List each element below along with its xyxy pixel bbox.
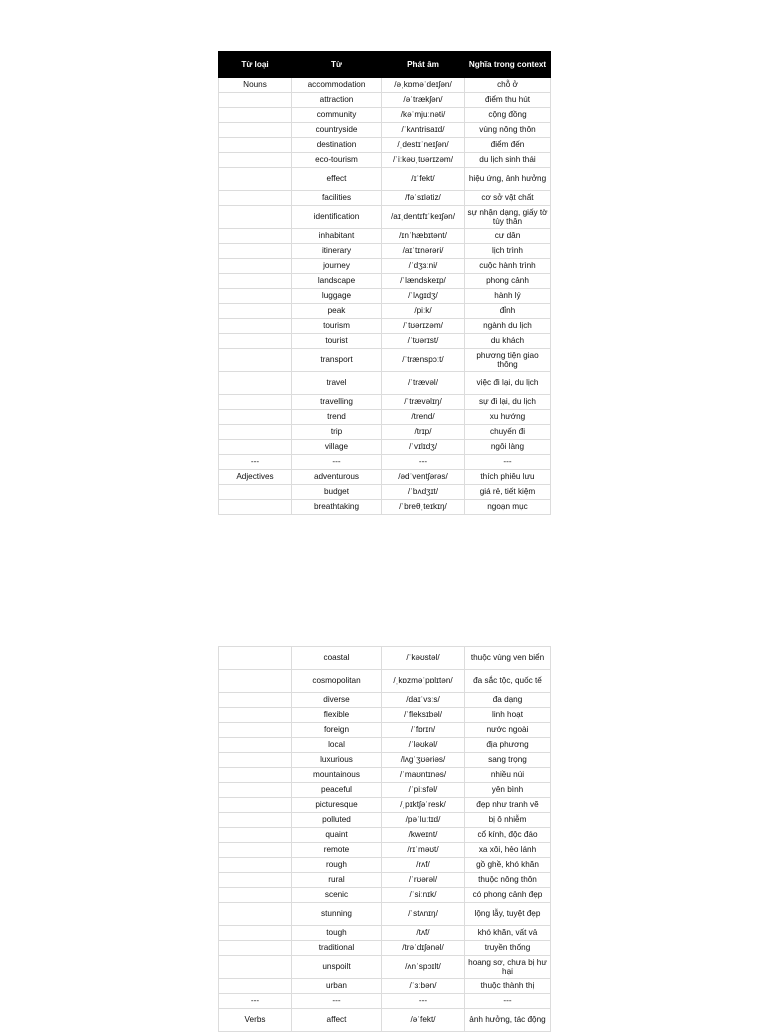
table-row: [219, 289, 551, 304]
table-row: [219, 888, 551, 903]
cell-word: local: [292, 738, 382, 753]
cell-word: luggage: [292, 289, 382, 304]
cell-pronunciation: /əˈfekt/: [382, 1009, 465, 1032]
cell-word: tourist: [292, 334, 382, 349]
table-row: [219, 647, 551, 670]
cell-meaning: cuộc hành trình: [465, 259, 551, 274]
cell-word-type: [219, 153, 292, 168]
cell-meaning: có phong cảnh đẹp: [465, 888, 551, 903]
cell-word: rural: [292, 873, 382, 888]
table-row: [219, 191, 551, 206]
cell-meaning: du lịch sinh thái: [465, 153, 551, 168]
cell-pronunciation: /rɪˈməʊt/: [382, 843, 465, 858]
cell-meaning: cư dân: [465, 229, 551, 244]
cell-meaning: vùng nông thôn: [465, 123, 551, 138]
table-row: [219, 259, 551, 274]
cell-meaning: truyền thống: [465, 941, 551, 956]
cell-word-type: [219, 708, 292, 723]
cell-pronunciation: /ˈtʊərɪst/: [382, 334, 465, 349]
cell-pronunciation: /ˈkʌntrisaɪd/: [382, 123, 465, 138]
table-row: [219, 956, 551, 979]
cell-meaning: điểm đến: [465, 138, 551, 153]
cell-pronunciation: /trend/: [382, 410, 465, 425]
table-row: [219, 425, 551, 440]
cell-meaning: sự đi lại, du lịch: [465, 395, 551, 410]
cell-pronunciation: /trɪp/: [382, 425, 465, 440]
vocabulary-table-bottom: [218, 646, 551, 1032]
cell-word: effect: [292, 168, 382, 191]
cell-word: journey: [292, 259, 382, 274]
cell-word-type: [219, 843, 292, 858]
table-row: [219, 941, 551, 956]
cell-word-type: [219, 372, 292, 395]
cell-word-type: [219, 108, 292, 123]
cell-pronunciation: /ˈfɒrɪn/: [382, 723, 465, 738]
cell-pronunciation: /ˈtrævəl/: [382, 372, 465, 395]
cell-word: rough: [292, 858, 382, 873]
cell-pronunciation: /ˈbʌdʒɪt/: [382, 485, 465, 500]
cell-word-type: Verbs: [219, 1009, 292, 1032]
cell-word: trip: [292, 425, 382, 440]
cell-meaning: cộng đồng: [465, 108, 551, 123]
table-row: [219, 768, 551, 783]
cell-word-type: [219, 813, 292, 828]
table-row: [219, 813, 551, 828]
cell-word: affect: [292, 1009, 382, 1032]
table-row: [219, 738, 551, 753]
cell-word-type: [219, 244, 292, 259]
cell-word: flexible: [292, 708, 382, 723]
cell-word-type: [219, 259, 292, 274]
cell-word-type: [219, 395, 292, 410]
table-row: [219, 153, 551, 168]
cell-pronunciation: /tʌf/: [382, 926, 465, 941]
header-word: Từ: [292, 52, 382, 78]
cell-word-type: [219, 274, 292, 289]
table-row: [219, 828, 551, 843]
cell-pronunciation: /əˌkɒməˈdeɪʃən/: [382, 78, 465, 93]
cell-word: travel: [292, 372, 382, 395]
table-row: [219, 93, 551, 108]
table-row: [219, 395, 551, 410]
table-row: [219, 455, 551, 470]
cell-word-type: [219, 349, 292, 372]
cell-pronunciation: /ˈtrævəlɪŋ/: [382, 395, 465, 410]
cell-pronunciation: /pəˈluːtɪd/: [382, 813, 465, 828]
cell-word-type: [219, 783, 292, 798]
cell-word-type: [219, 888, 292, 903]
cell-meaning: khó khăn, vất vả: [465, 926, 551, 941]
cell-word-type: [219, 723, 292, 738]
cell-pronunciation: /piːk/: [382, 304, 465, 319]
cell-pronunciation: ---: [382, 455, 465, 470]
table-row: [219, 319, 551, 334]
cell-word-type: [219, 425, 292, 440]
cell-word: quaint: [292, 828, 382, 843]
cell-word: luxurious: [292, 753, 382, 768]
cell-word: transport: [292, 349, 382, 372]
cell-pronunciation: /kəˈmjuːnəti/: [382, 108, 465, 123]
cell-meaning: hành lý: [465, 289, 551, 304]
table-row: [219, 410, 551, 425]
cell-pronunciation: /ˈfleksɪbəl/: [382, 708, 465, 723]
cell-word: community: [292, 108, 382, 123]
cell-word: ---: [292, 994, 382, 1009]
table-row: [219, 843, 551, 858]
cell-meaning: cổ kính, độc đáo: [465, 828, 551, 843]
cell-meaning: hoang sơ, chưa bị hư hại: [465, 956, 551, 979]
cell-pronunciation: /ˈlʌɡɪdʒ/: [382, 289, 465, 304]
cell-word: landscape: [292, 274, 382, 289]
cell-word-type: [219, 768, 292, 783]
cell-word-type: [219, 670, 292, 693]
cell-meaning: ---: [465, 455, 551, 470]
cell-pronunciation: /lʌɡˈʒʊəriəs/: [382, 753, 465, 768]
cell-meaning: thuộc vùng ven biển: [465, 647, 551, 670]
cell-meaning: thuộc nông thôn: [465, 873, 551, 888]
cell-word: eco-tourism: [292, 153, 382, 168]
table-row: [219, 994, 551, 1009]
header-pronunciation: Phát âm: [382, 52, 465, 78]
cell-word: breathtaking: [292, 500, 382, 515]
cell-meaning: hiệu ứng, ảnh hưởng: [465, 168, 551, 191]
cell-meaning: thích phiêu lưu: [465, 470, 551, 485]
table-row: [219, 858, 551, 873]
cell-word-type: [219, 168, 292, 191]
cell-word: tough: [292, 926, 382, 941]
cell-meaning: giá rẻ, tiết kiệm: [465, 485, 551, 500]
cell-word: cosmopolitan: [292, 670, 382, 693]
cell-word: ---: [292, 455, 382, 470]
cell-word-type: ---: [219, 994, 292, 1009]
cell-pronunciation: /ˈpiːsfəl/: [382, 783, 465, 798]
cell-meaning: điểm thu hút: [465, 93, 551, 108]
cell-word-type: [219, 206, 292, 229]
cell-meaning: lộng lẫy, tuyệt đẹp: [465, 903, 551, 926]
cell-meaning: sự nhận dạng, giấy tờ tùy thân: [465, 206, 551, 229]
cell-meaning: gồ ghề, khó khăn: [465, 858, 551, 873]
cell-pronunciation: /ˈbreθˌteɪkɪŋ/: [382, 500, 465, 515]
cell-meaning: ngôi làng: [465, 440, 551, 455]
cell-word-type: [219, 138, 292, 153]
vocabulary-table-top: [218, 51, 551, 515]
cell-pronunciation: /ˈdʒɜːni/: [382, 259, 465, 274]
cell-meaning: yên bình: [465, 783, 551, 798]
cell-word: unspoilt: [292, 956, 382, 979]
cell-word-type: [219, 289, 292, 304]
cell-word: stunning: [292, 903, 382, 926]
cell-word-type: [219, 956, 292, 979]
cell-meaning: nước ngoài: [465, 723, 551, 738]
cell-pronunciation: /rʌf/: [382, 858, 465, 873]
cell-meaning: đẹp như tranh vẽ: [465, 798, 551, 813]
cell-word: attraction: [292, 93, 382, 108]
cell-meaning: sang trọng: [465, 753, 551, 768]
cell-word-type: [219, 123, 292, 138]
table-row: [219, 372, 551, 395]
cell-meaning: xa xôi, hẻo lánh: [465, 843, 551, 858]
cell-word-type: [219, 410, 292, 425]
cell-word-type: [219, 334, 292, 349]
cell-word-type: [219, 440, 292, 455]
cell-pronunciation: /ˈlændskeɪp/: [382, 274, 465, 289]
cell-meaning: nhiều núi: [465, 768, 551, 783]
table-row: [219, 206, 551, 229]
table-row: [219, 753, 551, 768]
cell-meaning: chuyến đi: [465, 425, 551, 440]
cell-word: tourism: [292, 319, 382, 334]
cell-word-type: [219, 926, 292, 941]
cell-word: itinerary: [292, 244, 382, 259]
table-row: [219, 708, 551, 723]
table-body-bottom: [219, 647, 551, 1032]
table-row: [219, 78, 551, 93]
table-row: [219, 244, 551, 259]
cell-word-type: [219, 93, 292, 108]
cell-pronunciation: ---: [382, 994, 465, 1009]
cell-meaning: chỗ ở: [465, 78, 551, 93]
cell-pronunciation: /aɪˈtɪnərəri/: [382, 244, 465, 259]
table-body-top: [219, 78, 551, 515]
cell-pronunciation: /ˌdestɪˈneɪʃən/: [382, 138, 465, 153]
cell-pronunciation: /daɪˈvɜːs/: [382, 693, 465, 708]
cell-pronunciation: /ˈkəʊstəl/: [382, 647, 465, 670]
cell-pronunciation: /ɪˈfekt/: [382, 168, 465, 191]
header-meaning: Nghĩa trong context: [465, 52, 551, 78]
cell-word-type: [219, 753, 292, 768]
cell-word: accommodation: [292, 78, 382, 93]
cell-word: facilities: [292, 191, 382, 206]
cell-pronunciation: /ˈsiːnɪk/: [382, 888, 465, 903]
table-row: [219, 926, 551, 941]
cell-pronunciation: /ˈmaʊntɪnəs/: [382, 768, 465, 783]
cell-meaning: việc đi lại, du lịch: [465, 372, 551, 395]
cell-word-type: [219, 485, 292, 500]
cell-word-type: [219, 319, 292, 334]
cell-meaning: linh hoạt: [465, 708, 551, 723]
cell-word-type: ---: [219, 455, 292, 470]
cell-meaning: thuộc thành thị: [465, 979, 551, 994]
cell-word: destination: [292, 138, 382, 153]
cell-word: traditional: [292, 941, 382, 956]
cell-pronunciation: /ˌkɒzməˈpɒlɪtən/: [382, 670, 465, 693]
cell-word: coastal: [292, 647, 382, 670]
table-row: [219, 229, 551, 244]
cell-meaning: xu hướng: [465, 410, 551, 425]
cell-pronunciation: /ˈtʊərɪzəm/: [382, 319, 465, 334]
table-row: [219, 670, 551, 693]
table-row: [219, 349, 551, 372]
cell-word: peaceful: [292, 783, 382, 798]
cell-word: adventurous: [292, 470, 382, 485]
table-row: [219, 168, 551, 191]
cell-word: mountainous: [292, 768, 382, 783]
cell-word: picturesque: [292, 798, 382, 813]
cell-pronunciation: /ˈvɪlɪdʒ/: [382, 440, 465, 455]
table-row: [219, 783, 551, 798]
cell-word-type: Nouns: [219, 78, 292, 93]
table-row: [219, 723, 551, 738]
table-row: [219, 903, 551, 926]
cell-word: budget: [292, 485, 382, 500]
cell-meaning: phong cảnh: [465, 274, 551, 289]
cell-meaning: ngành du lịch: [465, 319, 551, 334]
cell-word-type: [219, 979, 292, 994]
cell-pronunciation: /trəˈdɪʃənəl/: [382, 941, 465, 956]
cell-word: identification: [292, 206, 382, 229]
table-row: [219, 304, 551, 319]
cell-meaning: đa sắc tộc, quốc tế: [465, 670, 551, 693]
cell-word-type: [219, 798, 292, 813]
table-row: [219, 470, 551, 485]
cell-meaning: lịch trình: [465, 244, 551, 259]
cell-meaning: ngoạn mục: [465, 500, 551, 515]
table-row: [219, 873, 551, 888]
table-row: [219, 138, 551, 153]
cell-pronunciation: /ˈtrænspɔːt/: [382, 349, 465, 372]
cell-pronunciation: /ʌnˈspɔɪlt/: [382, 956, 465, 979]
cell-pronunciation: /kweɪnt/: [382, 828, 465, 843]
cell-meaning: bị ô nhiễm: [465, 813, 551, 828]
cell-word: remote: [292, 843, 382, 858]
cell-word-type: [219, 191, 292, 206]
cell-pronunciation: /ədˈventʃərəs/: [382, 470, 465, 485]
cell-word-type: [219, 873, 292, 888]
cell-meaning: địa phương: [465, 738, 551, 753]
cell-word-type: [219, 828, 292, 843]
cell-pronunciation: /ˈɜːbən/: [382, 979, 465, 994]
cell-pronunciation: /aɪˌdentɪfɪˈkeɪʃən/: [382, 206, 465, 229]
cell-pronunciation: /ˈiːkəʊˌtʊərɪzəm/: [382, 153, 465, 168]
cell-word: trend: [292, 410, 382, 425]
cell-word-type: [219, 304, 292, 319]
cell-meaning: cơ sở vật chất: [465, 191, 551, 206]
cell-word: peak: [292, 304, 382, 319]
cell-pronunciation: /ˈstʌnɪŋ/: [382, 903, 465, 926]
cell-word-type: [219, 693, 292, 708]
table-row: [219, 123, 551, 138]
table-row: [219, 440, 551, 455]
cell-pronunciation: /ɪnˈhæbɪtənt/: [382, 229, 465, 244]
cell-word-type: [219, 500, 292, 515]
cell-word-type: [219, 647, 292, 670]
cell-word-type: [219, 738, 292, 753]
cell-pronunciation: /fəˈsɪlətiz/: [382, 191, 465, 206]
table-header-row: [219, 52, 551, 78]
cell-word: diverse: [292, 693, 382, 708]
cell-word: scenic: [292, 888, 382, 903]
table-row: [219, 798, 551, 813]
cell-pronunciation: /əˈtrækʃən/: [382, 93, 465, 108]
table-row: [219, 108, 551, 123]
cell-pronunciation: /ˈrʊərəl/: [382, 873, 465, 888]
cell-word: countryside: [292, 123, 382, 138]
cell-word: foreign: [292, 723, 382, 738]
table-row: [219, 1009, 551, 1032]
cell-meaning: ---: [465, 994, 551, 1009]
cell-word: inhabitant: [292, 229, 382, 244]
cell-pronunciation: /ˈləʊkəl/: [382, 738, 465, 753]
cell-meaning: đa dạng: [465, 693, 551, 708]
header-word-type: Từ loại: [219, 52, 292, 78]
cell-word-type: [219, 903, 292, 926]
cell-word-type: [219, 941, 292, 956]
cell-word: village: [292, 440, 382, 455]
cell-word: travelling: [292, 395, 382, 410]
cell-meaning: đỉnh: [465, 304, 551, 319]
cell-word-type: [219, 229, 292, 244]
cell-word: urban: [292, 979, 382, 994]
cell-meaning: phương tiện giao thông: [465, 349, 551, 372]
table-row: [219, 334, 551, 349]
table-row: [219, 693, 551, 708]
table-row: [219, 485, 551, 500]
cell-word-type: [219, 858, 292, 873]
cell-meaning: du khách: [465, 334, 551, 349]
table-row: [219, 500, 551, 515]
table-row: [219, 979, 551, 994]
table-row: [219, 274, 551, 289]
cell-word: polluted: [292, 813, 382, 828]
cell-meaning: ảnh hưởng, tác động: [465, 1009, 551, 1032]
cell-pronunciation: /ˌpɪktʃəˈresk/: [382, 798, 465, 813]
cell-word-type: Adjectives: [219, 470, 292, 485]
